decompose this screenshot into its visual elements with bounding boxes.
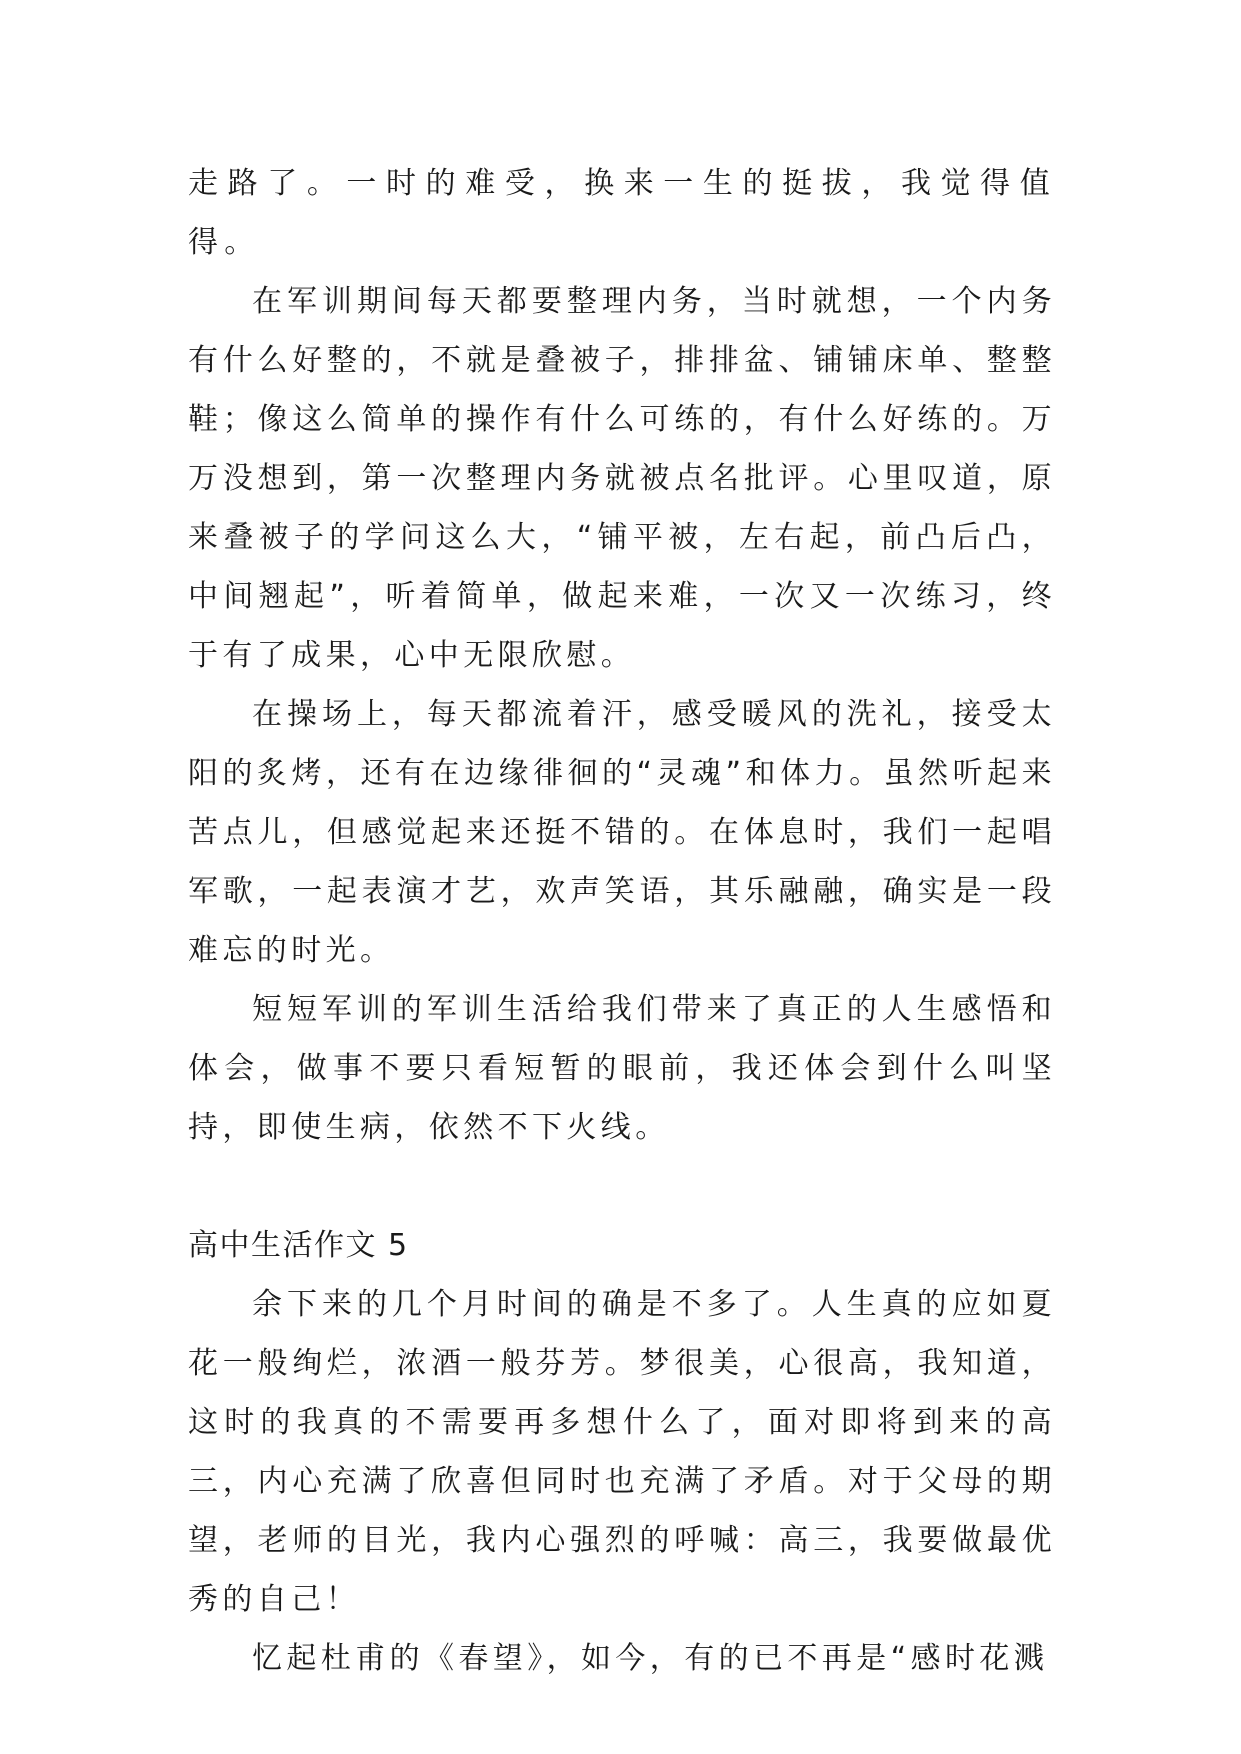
section-title: 高中生活作文 5 [188,1228,409,1263]
paragraph-training-reflection: 短短军训的军训生活给我们带来了真正的人生感悟和体会，做事不要只看短暂的眼前，我还体会到什么叫坚持，即使生病，依然不下火线。 [188,992,1056,1145]
paragraph-continuation: 走路了。一时的难受，换来一生的挺拔，我觉得值得。 [188,166,1056,260]
paragraph-drill-ground: 在操场上，每天都流着汗，感受暖风的洗礼，接受太阳的炙烤，还有在边缘徘徊的“灵魂”和体力。虽然听起来苦点儿，但感觉起来还挺不错的。在体息时，我们一起唱军歌，一起表演才艺，欢声笑语，其乐融融，确实是一段难忘的时光。 [188,697,1056,968]
section-spacer [188,1157,1056,1216]
paragraph-dormitory-duty: 在军训期间每天都要整理内务，当时就想，一个内务有什么好整的，不就是叠被子，排排盆、铺铺床单、整整鞋；像这么简单的操作有什么可练的，有什么好练的。万万没想到，第一次整理内务就被点名批评。心里叹道，原来叠被子的学问这么大，“铺平被，左右起，前凸后凸，中间翘起”，听着简单，做起来难，一次又一次练习，终于有了成果，心中无限欣慰。 [188,284,1056,673]
paragraph-senior-year: 余下来的几个月时间的确是不多了。人生真的应如夏花一般绚烂，浓酒一般芬芳。梦很美，心很高，我知道，这时的我真的不需要再多想什么了，面对即将到来的高三，内心充满了欣喜但同时也充满了矛盾。对于父母的期望，老师的目光，我内心强烈的呼喊：高三，我要做最优秀的自己！ [188,1287,1056,1617]
paragraph-spring-view: 忆起杜甫的《春望》，如今，有的已不再是“感时花溅 [252,1641,1049,1676]
document-body [188,154,1056,1688]
